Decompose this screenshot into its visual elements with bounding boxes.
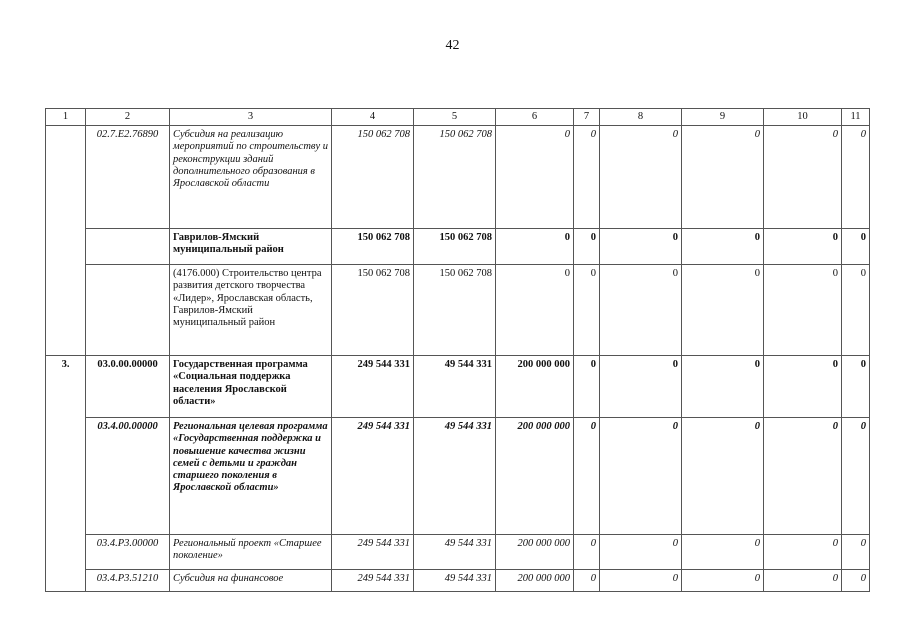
header-cell: 8 [600, 109, 682, 126]
row-value: 0 [682, 265, 764, 356]
row-value: 0 [600, 229, 682, 265]
row-value: 249 544 331 [332, 570, 414, 592]
row-value: 150 062 708 [332, 126, 414, 229]
table-row [46, 535, 870, 570]
row-value: 150 062 708 [414, 126, 496, 229]
header-cell: 4 [332, 109, 414, 126]
row-name: Региональный проект «Старшее поколение» [170, 535, 332, 570]
row-name: Региональная целевая программа «Государственная поддержка и повышение качества жизни семей с детьми и граждан старшего поколения в Ярославской области» [170, 418, 332, 535]
row-value: 0 [764, 229, 842, 265]
table-row [46, 570, 870, 592]
row-value: 150 062 708 [414, 229, 496, 265]
row-code: 03.4.P3.00000 [86, 535, 170, 570]
row-value: 0 [496, 126, 574, 229]
table-row [46, 418, 870, 535]
row-code [86, 265, 170, 356]
page-number: 42 [445, 38, 460, 53]
row-value: 0 [842, 265, 870, 356]
row-code: 03.4.P3.51210 [86, 570, 170, 592]
row-value: 49 544 331 [414, 418, 496, 535]
row-value: 0 [574, 535, 600, 570]
table-row [46, 126, 870, 229]
row-value: 0 [682, 356, 764, 418]
row-value: 0 [600, 265, 682, 356]
row-name: Субсидия на финансовое [170, 570, 332, 592]
row-value: 0 [842, 570, 870, 592]
row-value: 0 [842, 126, 870, 229]
budget-table [45, 108, 870, 592]
row-value: 0 [574, 126, 600, 229]
row-value: 0 [600, 356, 682, 418]
row-value: 0 [496, 229, 574, 265]
row-value: 0 [600, 570, 682, 592]
row-value: 200 000 000 [496, 356, 574, 418]
row-value: 0 [574, 229, 600, 265]
row-value: 200 000 000 [496, 570, 574, 592]
row-index: 3. [46, 356, 86, 592]
row-code: 02.7.E2.76890 [86, 126, 170, 229]
row-value: 0 [574, 356, 600, 418]
row-value: 0 [842, 535, 870, 570]
header-cell: 5 [414, 109, 496, 126]
header-cell: 1 [46, 109, 86, 126]
row-value: 0 [600, 126, 682, 229]
row-code: 03.0.00.00000 [86, 356, 170, 418]
table-row [46, 229, 870, 265]
row-value: 150 062 708 [332, 229, 414, 265]
row-value: 249 544 331 [332, 535, 414, 570]
row-value: 49 544 331 [414, 356, 496, 418]
header-cell: 11 [842, 109, 870, 126]
row-value: 200 000 000 [496, 418, 574, 535]
row-value: 0 [764, 126, 842, 229]
row-name: Государственная программа «Социальная поддержка населения Ярославской области» [170, 356, 332, 418]
row-value: 0 [764, 535, 842, 570]
row-value: 0 [842, 229, 870, 265]
header-cell: 9 [682, 109, 764, 126]
table-row [46, 265, 870, 356]
row-value: 0 [764, 356, 842, 418]
table-row [46, 356, 870, 418]
row-value: 0 [842, 356, 870, 418]
header-cell: 2 [86, 109, 170, 126]
row-value: 150 062 708 [414, 265, 496, 356]
header-cell: 7 [574, 109, 600, 126]
row-value: 0 [574, 570, 600, 592]
row-code [86, 229, 170, 265]
row-value: 200 000 000 [496, 535, 574, 570]
row-name: Субсидия на реализацию мероприятий по строительству и реконструкции зданий дополнительного образования в Ярославской области [170, 126, 332, 229]
row-value: 0 [842, 418, 870, 535]
row-name: (4176.000) Строительство центра развития детского творчества «Лидер», Ярославская область, Гаврилов-Ямский муниципальный район [170, 265, 332, 356]
row-name: Гаврилов-Ямский муниципальный район [170, 229, 332, 265]
row-value: 0 [574, 418, 600, 535]
header-cell: 10 [764, 109, 842, 126]
row-code: 03.4.00.00000 [86, 418, 170, 535]
row-value: 49 544 331 [414, 535, 496, 570]
row-index [46, 126, 86, 356]
row-value: 0 [764, 570, 842, 592]
header-cell: 3 [170, 109, 332, 126]
row-value: 0 [496, 265, 574, 356]
row-value: 0 [600, 535, 682, 570]
row-value: 0 [574, 265, 600, 356]
row-value: 0 [600, 418, 682, 535]
row-value: 0 [764, 265, 842, 356]
row-value: 0 [682, 535, 764, 570]
row-value: 0 [682, 229, 764, 265]
header-cell: 6 [496, 109, 574, 126]
row-value: 0 [682, 570, 764, 592]
row-value: 0 [764, 418, 842, 535]
row-value: 249 544 331 [332, 356, 414, 418]
row-value: 0 [682, 418, 764, 535]
header-row [46, 109, 870, 126]
row-value: 150 062 708 [332, 265, 414, 356]
row-value: 249 544 331 [332, 418, 414, 535]
row-value: 49 544 331 [414, 570, 496, 592]
row-value: 0 [682, 126, 764, 229]
